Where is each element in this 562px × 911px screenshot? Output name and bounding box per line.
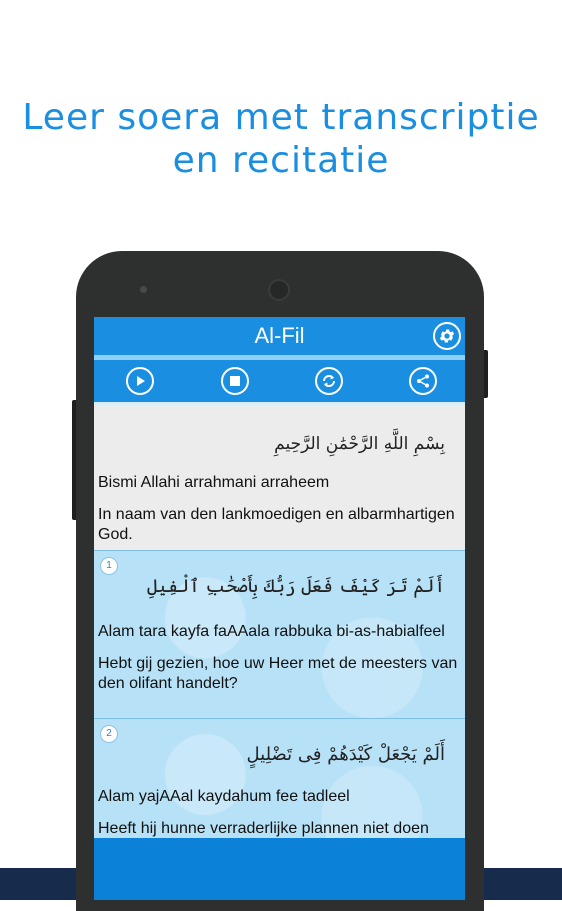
bismillah-translation: In naam van den lankmoedigen en albarmhartigen God. xyxy=(98,506,455,543)
phone-camera xyxy=(268,279,290,301)
gear-icon xyxy=(438,327,456,345)
repeat-button[interactable] xyxy=(315,367,343,395)
phone-sensor xyxy=(140,286,147,293)
verse-translation: Hebt gij gezien, hoe uw Heer met de meesters van den olifant handelt? xyxy=(98,655,458,692)
verse-item[interactable] xyxy=(94,718,465,838)
repeat-icon xyxy=(321,373,337,389)
app-header xyxy=(94,317,465,355)
bismillah-arabic: بِسْمِ اللَّهِ الرَّحْمَٰنِ الرَّحِيمِ xyxy=(274,434,445,454)
verse-item[interactable] xyxy=(94,550,465,718)
verse-arabic: أَلَمْ يَجْعَلْ كَيْدَهُمْ فِى تَضْلِيلٍ xyxy=(246,744,445,765)
bismillah-transliteration: Bismi Allahi arrahmani arraheem xyxy=(98,474,330,491)
promo-title-line1: Leer soera met transcriptie xyxy=(22,97,540,138)
phone-side-button xyxy=(484,350,488,398)
verse-translation: Heeft hij hunne verraderlijke plannen niet doen xyxy=(98,820,429,837)
promo-title xyxy=(0,96,562,182)
stop-icon xyxy=(228,374,242,388)
verse-transliteration: Alam yajAAal kaydahum fee tadleel xyxy=(98,788,350,805)
play-icon xyxy=(133,374,147,388)
bismillah-block xyxy=(94,405,465,550)
settings-button[interactable] xyxy=(433,322,461,350)
share-icon xyxy=(415,373,431,389)
verse-number-badge: 1 xyxy=(100,557,118,575)
verse-transliteration: Alam tara kayfa faAAala rabbuka bi-as-habialfeel xyxy=(98,623,445,640)
bottom-panel xyxy=(94,838,465,900)
app-screen xyxy=(94,317,465,900)
verse-number-badge: 2 xyxy=(100,725,118,743)
promo-title-line2: en recitatie xyxy=(172,140,390,181)
play-button[interactable] xyxy=(126,367,154,395)
verse-arabic: أَلَمْ تَرَ كَيْفَ فَعَلَ رَبُّكَ بِأَصْحَٰبِ ٱلْفِيلِ xyxy=(146,576,445,597)
share-button[interactable] xyxy=(409,367,437,395)
toolbar xyxy=(94,360,465,402)
surah-content[interactable] xyxy=(94,405,465,838)
app-title: Al-Fil xyxy=(254,323,305,348)
stop-button[interactable] xyxy=(221,367,249,395)
